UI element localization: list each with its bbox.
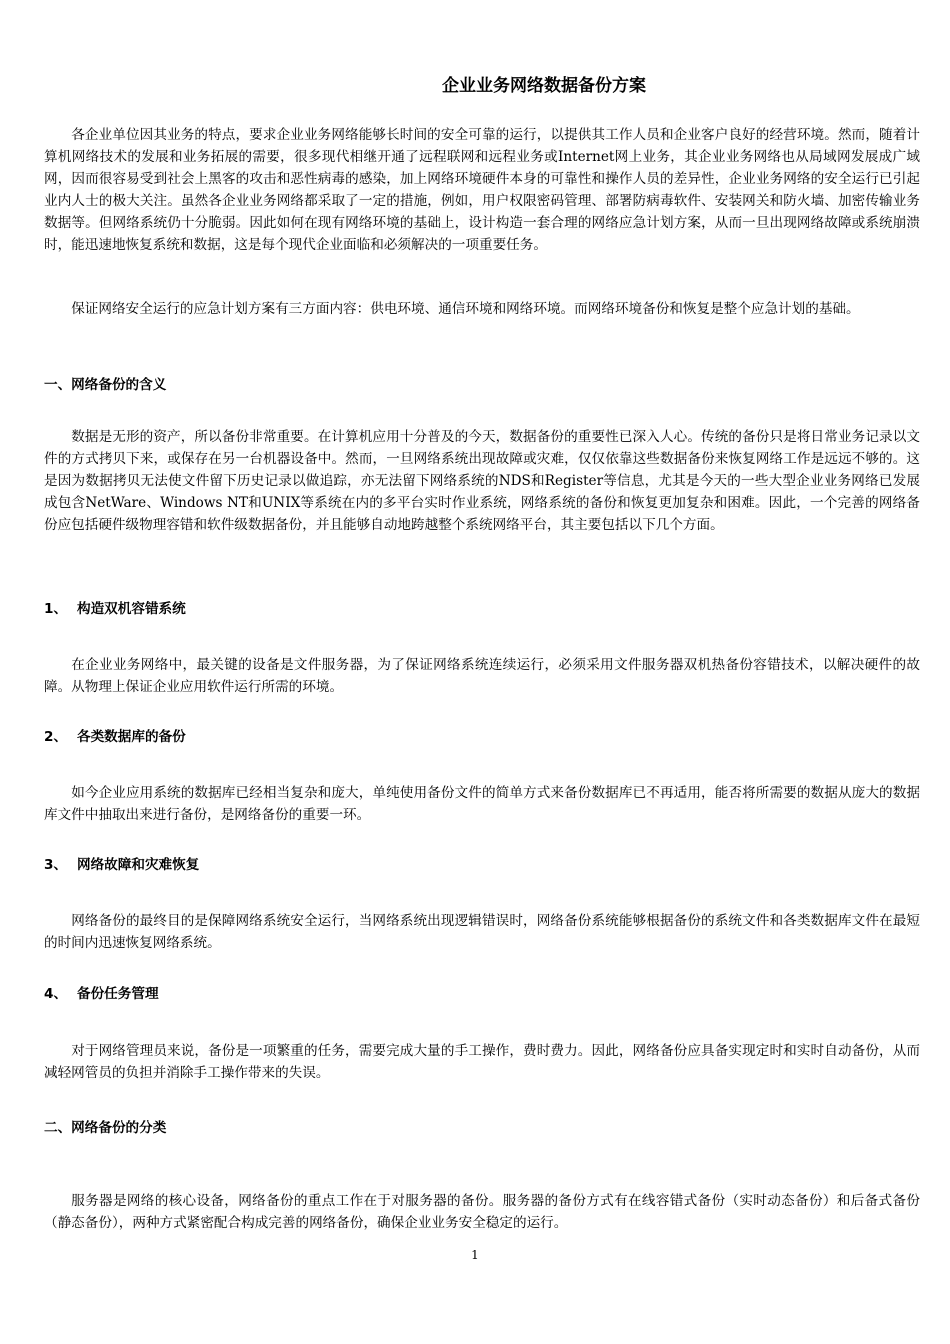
- subsection-1-heading: [44, 598, 186, 620]
- section-2-paragraph: 服务器是网络的核心设备，网络备份的重点工作在于对服务器的备份。服务器的备份方式有在线容错式备份（实时动态备份）和后备式备份（静态备份），两种方式紧密配合构成完善的网络备份，确保企业业务安全稳定的运行。: [44, 1193, 920, 1231]
- subsection-4-title: 备份任务管理: [77, 986, 159, 1002]
- subsection-3-number: 3、: [44, 857, 68, 873]
- subsection-4-paragraph: 对于网络管理员来说，备份是一项繁重的任务，需要完成大量的手工操作，费时费力。因此，网络备份应具备实现定时和实时自动备份，从而减轻网管员的负担并消除手工操作带来的失误。: [44, 1043, 920, 1081]
- subsection-3-title: 网络故障和灾难恢复: [77, 857, 200, 873]
- subsection-1-paragraph: 在企业业务网络中，最关键的设备是文件服务器，为了保证网络系统连续运行，必须采用文件服务器双机热备份容错技术，以解决硬件的故障。从物理上保证企业应用软件运行所需的环境。: [44, 657, 920, 695]
- subsection-2-number: 2、: [44, 729, 68, 745]
- subsection-3-heading: [44, 854, 199, 876]
- subsection-1-number: 1、: [44, 601, 68, 617]
- section-1-paragraph: 数据是无形的资产，所以备份非常重要。在计算机应用十分普及的今天，数据备份的重要性已深入人心。传统的备份只是将日常业务记录以文件的方式拷贝下来，或保存在另一台机器设备中。然而，一旦网络系统出现故障或灾难，仅仅依靠这些数据备份来恢复网络工作是远远不够的。这是因为数据拷贝无法使文件留下历史记录以做追踪，亦无法留下网络系统的NDS和Register等信息，尤其是今天的一些大型企业业务网络已发展成包含NetWare、Windows NT和UNIX等系统在内的多平台实时作业系统，网络系统的备份和恢复更加复杂和困难。因此，一个完善的网络备份应包括硬件级物理容错和软件级数据备份，并且能够自动地跨越整个系统网络平台，其主要包括以下几个方面。: [44, 429, 920, 533]
- page-number: 1: [471, 1248, 479, 1262]
- subsection-2-title: 各类数据库的备份: [77, 729, 186, 745]
- document-title: 企业业务网络数据备份方案: [442, 76, 646, 96]
- subsection-4-number: 4、: [44, 986, 68, 1002]
- section-1-heading: 一、网络备份的含义: [44, 377, 167, 393]
- subsection-2-paragraph: 如今企业应用系统的数据库已经相当复杂和庞大，单纯使用备份文件的简单方式来备份数据库已不再适用，能否将所需要的数据从庞大的数据库文件中抽取出来进行备份，是网络备份的重要一环。: [44, 785, 920, 823]
- subsection-1-title: 构造双机容错系统: [77, 601, 186, 617]
- subsection-3-paragraph: 网络备份的最终目的是保障网络系统安全运行，当网络系统出现逻辑错误时，网络备份系统能够根据备份的系统文件和各类数据库文件在最短的时间内迅速恢复网络系统。: [44, 913, 920, 951]
- subsection-4-heading: [44, 983, 159, 1005]
- subsection-2-heading: [44, 726, 186, 748]
- section-2-heading: 二、网络备份的分类: [44, 1120, 167, 1136]
- intro-paragraph-2: 保证网络安全运行的应急计划方案有三方面内容：供电环境、通信环境和网络环境。而网络环境备份和恢复是整个应急计划的基础。: [71, 301, 860, 317]
- intro-paragraph-1: 各企业单位因其业务的特点，要求企业业务网络能够长时间的安全可靠的运行，以提供其工作人员和企业客户良好的经营环境。然而，随着计算机网络技术的发展和业务拓展的需要，很多现代相继开通了远程联网和远程业务或Internet网上业务，其企业业务网络也从局域网发展成广域网，因而很容易受到社会上黑客的攻击和恶性病毒的感染，加上网络环境硬件本身的可靠性和操作人员的差异性，企业业务网络的安全运行已引起业内人士的极大关注。虽然各企业业务网络都采取了一定的措施，例如，用户权限密码管理、部署防病毒软件、安装网关和防火墙、加密传输业务数据等。但网络系统仍十分脆弱。因此如何在现有网络环境的基础上，设计构造一套合理的网络应急计划方案，从而一旦出现网络故障或系统崩溃时，能迅速地恢复系统和数据，这是每个现代企业面临和必须解决的一项重要任务。: [44, 127, 920, 253]
